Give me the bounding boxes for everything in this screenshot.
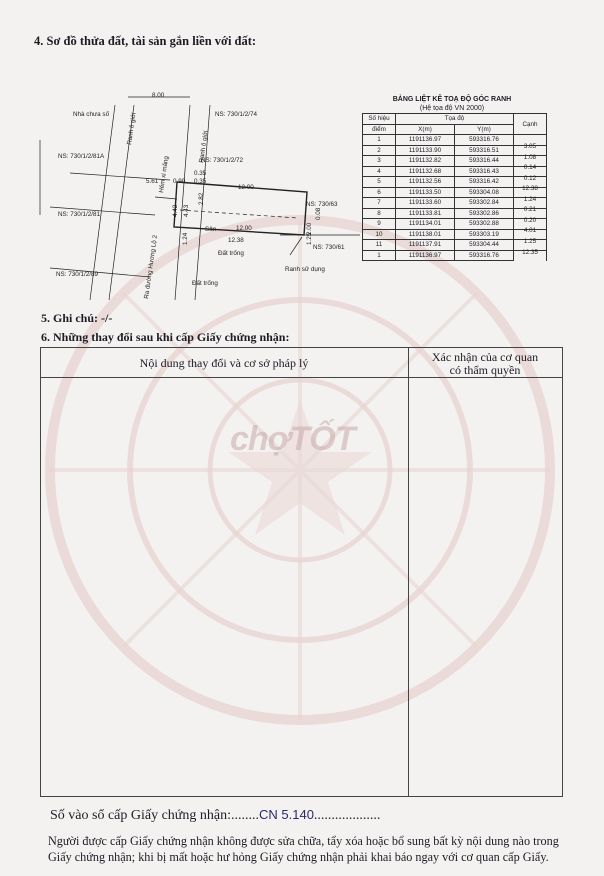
dim-0-35b: 0.35: [194, 178, 207, 185]
register-dots-before: ........: [231, 808, 259, 823]
coord-table-title: [362, 95, 542, 113]
coord-y: 593316.76: [455, 135, 514, 146]
coord-y: 593302.86: [455, 208, 514, 219]
label-ns-63: NS: 730/63: [306, 201, 338, 208]
coord-edge: 3.05: [514, 140, 547, 151]
coord-x: 1191132.68: [396, 166, 455, 177]
label-duong: Ra đường Hương Lộ 2: [143, 234, 159, 300]
changes-table: [40, 347, 563, 797]
coordinate-table: [362, 113, 547, 261]
col-so-hieu: Số hiệu: [363, 114, 396, 125]
dim-4-43: 4.43: [183, 204, 190, 217]
label-dat-trong-2: Đất trống: [192, 280, 218, 287]
label-ns-89: NS: 730/1/2/89: [56, 271, 99, 278]
coord-point: 3: [363, 156, 396, 167]
label-ns-72: NS: 730/1/2/72: [201, 157, 244, 164]
label-hem: Hẻm xi măng: [158, 155, 171, 194]
coord-y: 593316.44: [455, 156, 514, 167]
register-dots-after: ...................: [313, 808, 381, 823]
coord-point: 6: [363, 187, 396, 198]
label-ns-81a: NS: 730/1/2/81A: [58, 153, 105, 160]
changes-col2-header-line1: Xác nhận của cơ quan: [431, 350, 539, 364]
coord-table-subtitle: (Hệ tọa độ VN 2000): [419, 105, 485, 112]
label-ranh-right: Ranh ô giới: [198, 130, 210, 164]
changes-table-header-line: [40, 377, 562, 378]
section-4-title: 4. Sơ đồ thửa đất, tài sản gắn liền với đất:: [34, 34, 257, 48]
dim-12-38: 12.38: [228, 237, 244, 244]
coord-point: 10: [363, 229, 396, 240]
dim-5-61: 5.61: [146, 178, 159, 185]
coord-edge: 1.08: [514, 151, 547, 162]
coord-point: 9: [363, 219, 396, 230]
label-ranh-left: Ranh ô giới: [126, 112, 138, 146]
dim-12-00-top: 12.00: [238, 184, 254, 191]
coord-x: 1191134.01: [396, 219, 455, 230]
coord-y: 593304.44: [455, 240, 514, 251]
col-canh: Cạnh: [514, 114, 547, 135]
coord-point: 4: [363, 166, 396, 177]
dim-2-00: 2.00: [306, 222, 313, 235]
coord-edge: 1.24: [514, 193, 547, 204]
label-dat-trong-1: Đất trống: [218, 250, 244, 257]
coord-point: 1: [363, 135, 396, 146]
coord-edge: 0.20: [514, 214, 547, 225]
coord-point: 11: [363, 240, 396, 251]
coord-edge: 0.12: [514, 172, 547, 183]
coord-x: 1191138.01: [396, 229, 455, 240]
dim-4-42: 4.42: [172, 204, 179, 217]
coord-point: 8: [363, 208, 396, 219]
coord-edge: 0.21: [514, 203, 547, 214]
coord-y: 593316.42: [455, 177, 514, 188]
label-ns-81: NS: 730/1/2/81: [58, 211, 101, 218]
dim-12-00-mid: 12.00: [236, 225, 252, 232]
coord-x: 1191133.50: [396, 187, 455, 198]
coord-y: 593302.88: [455, 219, 514, 230]
coord-y: 593304.08: [455, 187, 514, 198]
coord-x: 1191132.82: [396, 156, 455, 167]
coord-x: 1191132.56: [396, 177, 455, 188]
coord-x: 1191136.97: [396, 250, 455, 261]
dim-0-08: 0.08: [315, 207, 322, 220]
changes-col2-header: [409, 351, 561, 377]
dim-2-82: 2.82: [198, 192, 205, 205]
col-diem: điểm: [363, 124, 396, 135]
coord-table-heading: BẢNG LIỆT KÊ TOẠ ĐỘ GÓC RANH: [392, 96, 512, 103]
coord-point: 1: [363, 250, 396, 261]
coord-edge: 1.25: [514, 235, 547, 246]
coord-row: [363, 250, 547, 261]
coord-x: 1191136.97: [396, 135, 455, 146]
land-plot-diagram: [30, 85, 360, 305]
coord-edge: 0.14: [514, 161, 547, 172]
col-y: Y(m): [455, 124, 514, 135]
coord-edge: 12.35: [514, 245, 547, 256]
label-nha-chua-so: Nhà chưa số: [73, 111, 110, 118]
chotot-watermark: chợTỐT: [230, 420, 355, 458]
coord-y: 593303.19: [455, 229, 514, 240]
register-label: Số vào sổ cấp Giấy chứng nhận:: [50, 808, 231, 823]
coord-edge: 12.38: [514, 182, 547, 193]
coord-point: 7: [363, 198, 396, 209]
register-line: [50, 807, 380, 824]
certificate-note: Người được cấp Giấy chứng nhận không được sửa chữa, tẩy xóa hoặc bổ sung bất kỳ nội dung nào trong Giấy chứng nhận; khi bị mất hoặc hư hỏng Giấy chứng nhận phải khai báo ngay với cơ quan cấp Giấy.: [48, 834, 559, 864]
coord-point: 2: [363, 145, 396, 156]
dim-top-8: 8.00: [152, 92, 165, 99]
dim-0-90: 0.90: [173, 178, 186, 185]
coord-x: 1191133.60: [396, 198, 455, 209]
dim-1-24: 1.24: [182, 232, 189, 245]
section-5-title: 5. Ghi chú: -/-: [41, 311, 113, 325]
section-6-title: 6. Những thay đổi sau khi cấp Giấy chứng nhận:: [41, 330, 290, 344]
coord-y: 593316.51: [455, 145, 514, 156]
col-toa-do: Tọa độ: [396, 114, 514, 125]
coord-y: 593302.84: [455, 198, 514, 209]
coord-y: 593316.76: [455, 250, 514, 261]
coord-x: 1191133.90: [396, 145, 455, 156]
label-san: Sân: [205, 226, 217, 233]
dim-1-25: 1.25: [306, 232, 313, 245]
changes-col1-header: Nội dung thay đổi và cơ sở pháp lý: [139, 356, 309, 370]
dim-0-35a: 0.35: [194, 170, 207, 177]
register-number: CN 5.140: [259, 807, 314, 822]
label-ns-74: NS: 730/1/2/74: [215, 111, 258, 118]
coord-edge: 4.01: [514, 224, 547, 235]
changes-col2-header-line2: có thẩm quyền: [449, 363, 521, 377]
coord-point: 5: [363, 177, 396, 188]
coord-y: 593316.43: [455, 166, 514, 177]
coord-x: 1191133.81: [396, 208, 455, 219]
coord-x: 1191137.91: [396, 240, 455, 251]
col-x: X(m): [396, 124, 455, 135]
label-ns-61: NS: 730/61: [313, 244, 345, 251]
changes-table-divider: [408, 347, 409, 796]
label-ranh-su-dung: Ranh sử dụng: [285, 266, 325, 273]
